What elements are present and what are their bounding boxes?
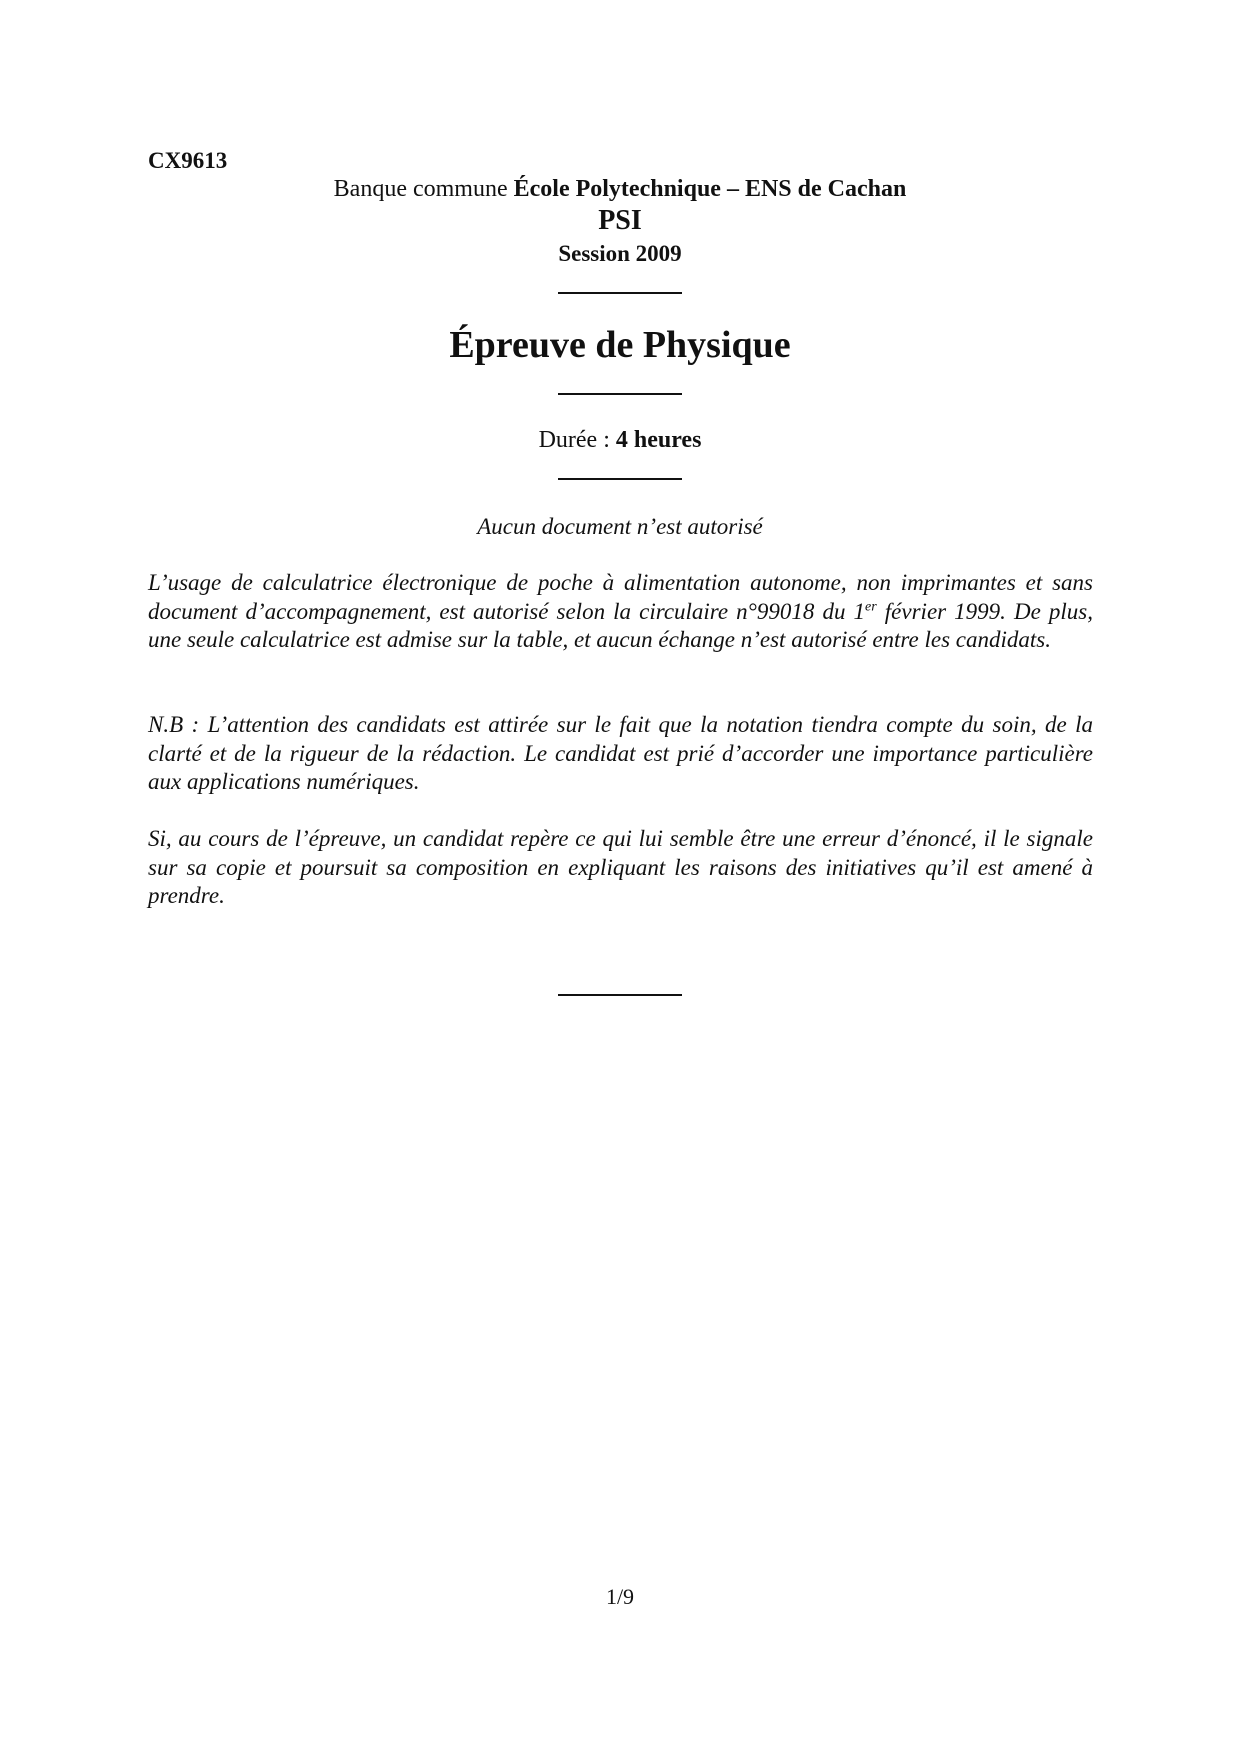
page-title: Épreuve de Physique [449, 324, 791, 366]
calculator-rules-paragraph [148, 569, 1093, 655]
grading-note-paragraph: N.B : L’attention des candidats est attirée sur le fait que la notation tiendra compte du soin, de la clarté et de la rigueur de la rédaction. Le candidat est prié d’accorder une importance particulière aux applications numériques. [148, 712, 1093, 794]
divider-rule [558, 994, 682, 996]
calculator-rules-text-end: février 1999. De plus, une seule calculatrice est admise sur la table, et aucun échange n’est autorisé entre les candidats. [148, 598, 1093, 652]
calculator-rules-text: L’usage de calculatrice électronique de poche à alimentation autonome, non imprimantes et sans document d’accompagnement, est autorisé selon la circulaire n°99018 du 1 [148, 570, 1093, 624]
duration-label: Durée : [538, 427, 616, 453]
error-report-paragraph: Si, au cours de l’épreuve, un candidat repère ce qui lui semble être une erreur d’énoncé, il le signale sur sa copie et poursuit sa composition en expliquant les raisons des initiatives qu’il est amené à prendre. [148, 826, 1093, 908]
divider-rule [558, 393, 682, 395]
duration-line [0, 427, 1240, 454]
page-number: 1/9 [605, 1584, 635, 1609]
duration-value: 4 heures [615, 427, 702, 453]
no-document-notice: Aucun document n’est autorisé [477, 514, 763, 539]
bank-prefix: Banque commune [333, 176, 514, 202]
ordinal-superscript: er [865, 598, 877, 614]
bank-name: École Polytechnique – ENS de Cachan [513, 176, 907, 202]
session-label: Session 2009 [558, 241, 682, 266]
bank-line [0, 176, 1240, 203]
track-label: PSI [598, 205, 642, 236]
divider-rule [558, 478, 682, 480]
exam-code: CX9613 [148, 148, 228, 173]
divider-rule [558, 292, 682, 294]
